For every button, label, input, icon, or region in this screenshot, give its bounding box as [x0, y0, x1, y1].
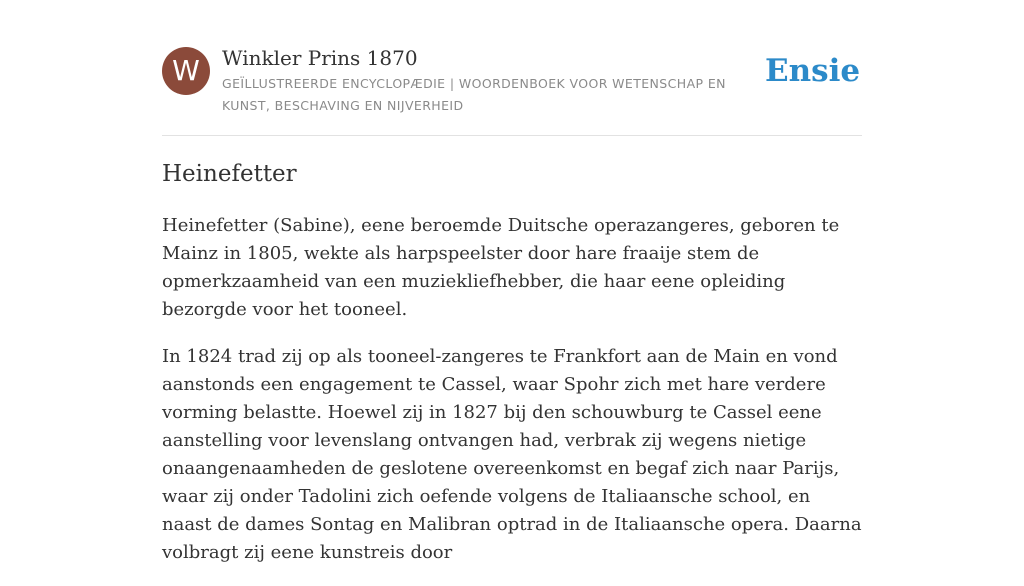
entry-paragraph: Heinefetter (Sabine), eene beroemde Duitsche operazangeres, geboren te Mainz in 1805, wekte als harpspeelster door hare fraaije stem de opmerkzaamheid van een muziekliefhebber, die haar eene opleiding bezorgde voor het tooneel.	[162, 215, 840, 320]
entry-body	[162, 212, 862, 586]
source-title[interactable]: Winkler Prins 1870	[222, 46, 418, 70]
source-header	[162, 46, 862, 116]
ensie-logo[interactable]: Ensie	[765, 53, 861, 89]
header-divider	[162, 135, 862, 136]
entry-paragraph: In 1824 trad zij op als tooneel-zangeres te Frankfort aan de Main en vond aanstonds een engagement te Cassel, waar Spohr zich met hare verdere vorming belastte. Hoewel zij in 1827 bij den schouwburg te Cassel eene aanstelling voor levenslang ontvangen had, verbrak zij wegens nietige onaangenaamheden de geslotene overeenkomst en begaf zich naar Parijs, waar zij onder Tadolini zich oefende volgens de Italiaansche school, en naast de dames Sontag en Malibran optrad in de Italiaansche opera. Daarna volbragt zij eene kunstreis door	[162, 346, 862, 563]
entry-title: Heinefetter	[162, 161, 297, 187]
source-subtitle: GEÏLLUSTREERDE ENCYCLOPÆDIE | WOORDENBOEK VOOR WETENSCHAP EN KUNST, BESCHAVING EN NIJVERHEID	[222, 76, 726, 113]
source-avatar[interactable]: W	[162, 47, 210, 95]
